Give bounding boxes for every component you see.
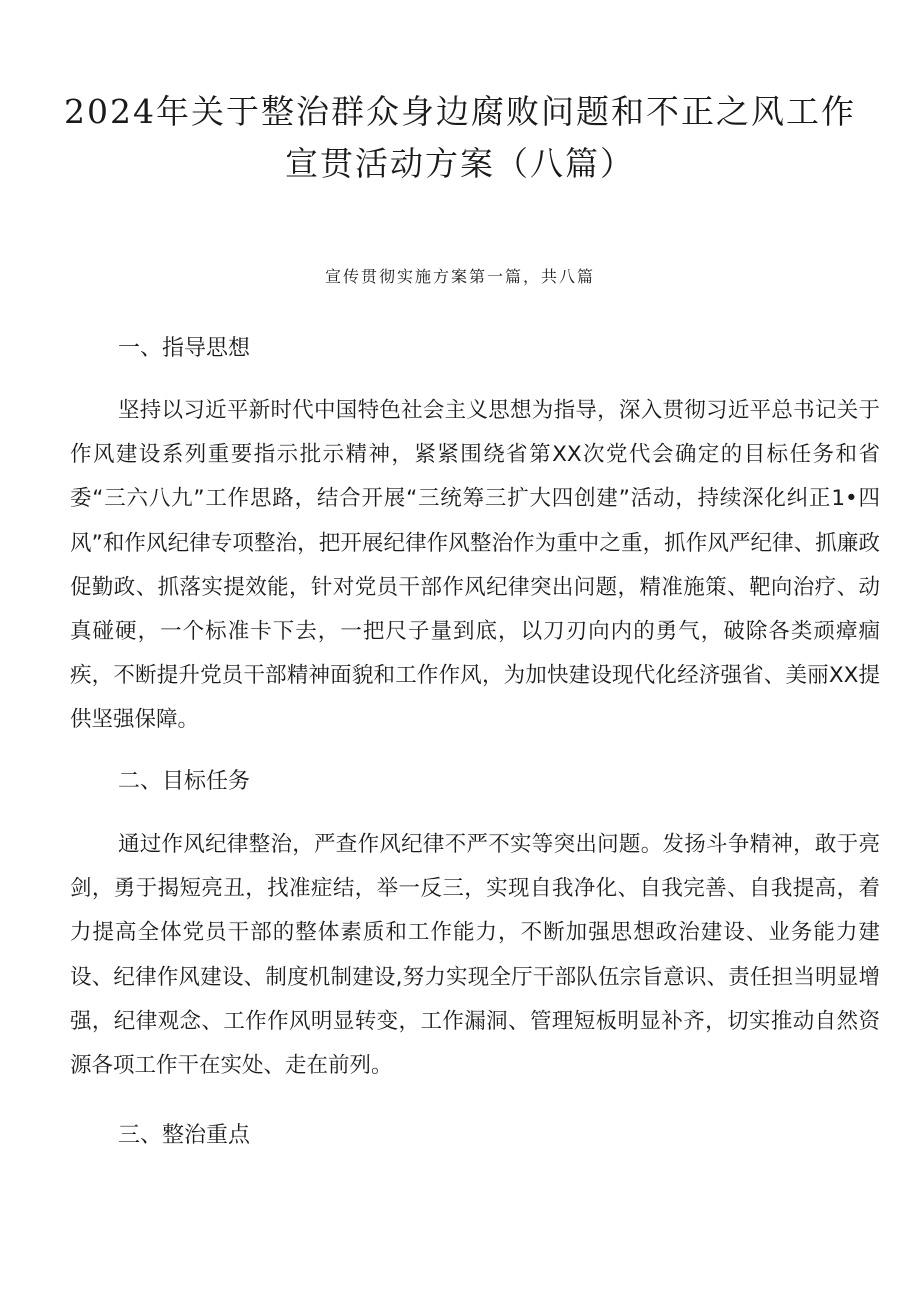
document-title: 2024年关于整治群众身边腐败问题和不正之风工作宣贯活动方案（八篇）	[64, 92, 856, 183]
document-subtitle: 宣传贯彻实施方案第一篇，共八篇	[324, 267, 595, 286]
section-body-goals-tasks: 通过作风纪律整治，严查作风纪律不严不实等突出问题。发扬斗争精神，敢于亮剑，勇于揭短亮丑，找准症结，举一反三，实现自我净化、自我完善、自我提高，着力提高全体党员干部的整体素质和工作能力，不断加强思想政治建设、业务能力建设、纪律作风建设、制度机制建设,努力实现全厅干部队伍宗旨意识、责任担当明显增强，纪律观念、工作作风明显转变，工作漏洞、管理短板明显补齐，切实推动自然资源各项工作干在实处、走在前列。	[70, 832, 880, 1079]
section-heading-guiding-ideology: 一、指导思想	[118, 336, 251, 361]
section-heading-goals-tasks: 二、目标任务	[118, 769, 251, 794]
section-body-guiding-ideology: 坚持以习近平新时代中国特色社会主义思想为指导，深入贯彻习近平总书记关于作风建设系列重要指示批示精神，紧紧围绕省第XX次党代会确定的目标任务和省委“三六八九”工作思路，结合开展“三统筹三扩大四创建”活动，持续深化纠正1•四风”和作风纪律专项整治，把开展纪律作风整治作为重中之重，抓作风严纪律、抓廉政促勤政、抓落实提效能，针对党员干部作风纪律突出问题，精准施策、靶向治疗、动真碰硬，一个标准卡下去，一把尺子量到底，以刀刃向内的勇气，破除各类顽瘴痼疾，不断提升党员干部精神面貌和工作作风，为加快建设现代化经济强省、美丽XX提供坚强保障。	[70, 398, 880, 733]
section-heading-rectification-focus: 三、整治重点	[118, 1123, 251, 1148]
